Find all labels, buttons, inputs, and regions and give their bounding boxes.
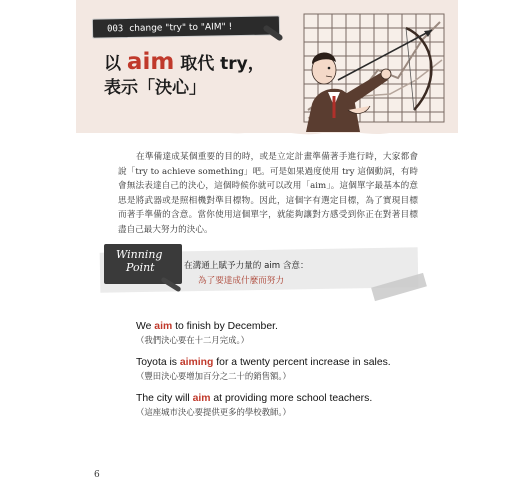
title-keyword: aim [126, 49, 175, 75]
winning-point-title [116, 248, 186, 274]
example-text: for a twenty percent increase in sales. [213, 357, 391, 368]
example-keyword: aiming [179, 357, 214, 368]
explanation-paragraph: 在準備達成某個重要的目的時，或是立定計畫準備著手進行時，大家都會說「try to achieve something」吧。可是如果過度使用 try 這個動詞，有時會無法表達自己的決心，這個時候你就可以改用「aim」。這個單字最基本的意思是將武器或是照相機對準目標物。因此，這個字有選定目標，為了實現目標而著手準備的含意。當你使用這個單字，就能夠讓對方感受到你正在對著目標盡自己最大努力的決心。 [118, 152, 418, 235]
example-english [136, 392, 436, 406]
title-line-2: 表示「決心」 [104, 78, 206, 98]
page-number: 6 [94, 470, 100, 480]
example-item [136, 392, 436, 419]
example-item [136, 356, 436, 383]
example-text: Toyota is [136, 357, 180, 368]
lesson-number: 003 [106, 24, 124, 35]
example-translation: （豐田決心要增加百分之二十的銷售額。） [136, 371, 291, 381]
title-prefix: 以 [104, 54, 127, 74]
winning-point-word-1: Winning [116, 248, 163, 261]
example-item [136, 320, 436, 347]
archer-businessman-illustration [294, 0, 454, 132]
winning-point-label: 在溝通上賦予力量的 aim 含意： [184, 261, 309, 271]
example-translation: （這座城市決心要提供更多的學校教師。） [136, 407, 291, 417]
example-english [136, 320, 436, 334]
example-text: The city will [136, 393, 193, 404]
example-text: We [136, 321, 155, 332]
lesson-tag [92, 15, 280, 38]
example-keyword: aim [154, 321, 173, 332]
winning-point-meaning: 為了要達成什麼而努力 [198, 276, 284, 286]
page-title [104, 50, 265, 100]
example-keyword: aim [192, 393, 211, 404]
winning-point-word-2: Point [126, 261, 155, 274]
example-english [136, 356, 436, 370]
example-text: to finish by December. [172, 321, 278, 332]
title-suffix: 取代 try， [174, 54, 265, 74]
lesson-tag-text: change "try" to "AIM" ! [129, 22, 233, 34]
example-sentences [136, 320, 436, 428]
example-translation: （我們決心要在十二月完成。） [136, 335, 250, 345]
example-text: at providing more school teachers. [210, 393, 373, 404]
